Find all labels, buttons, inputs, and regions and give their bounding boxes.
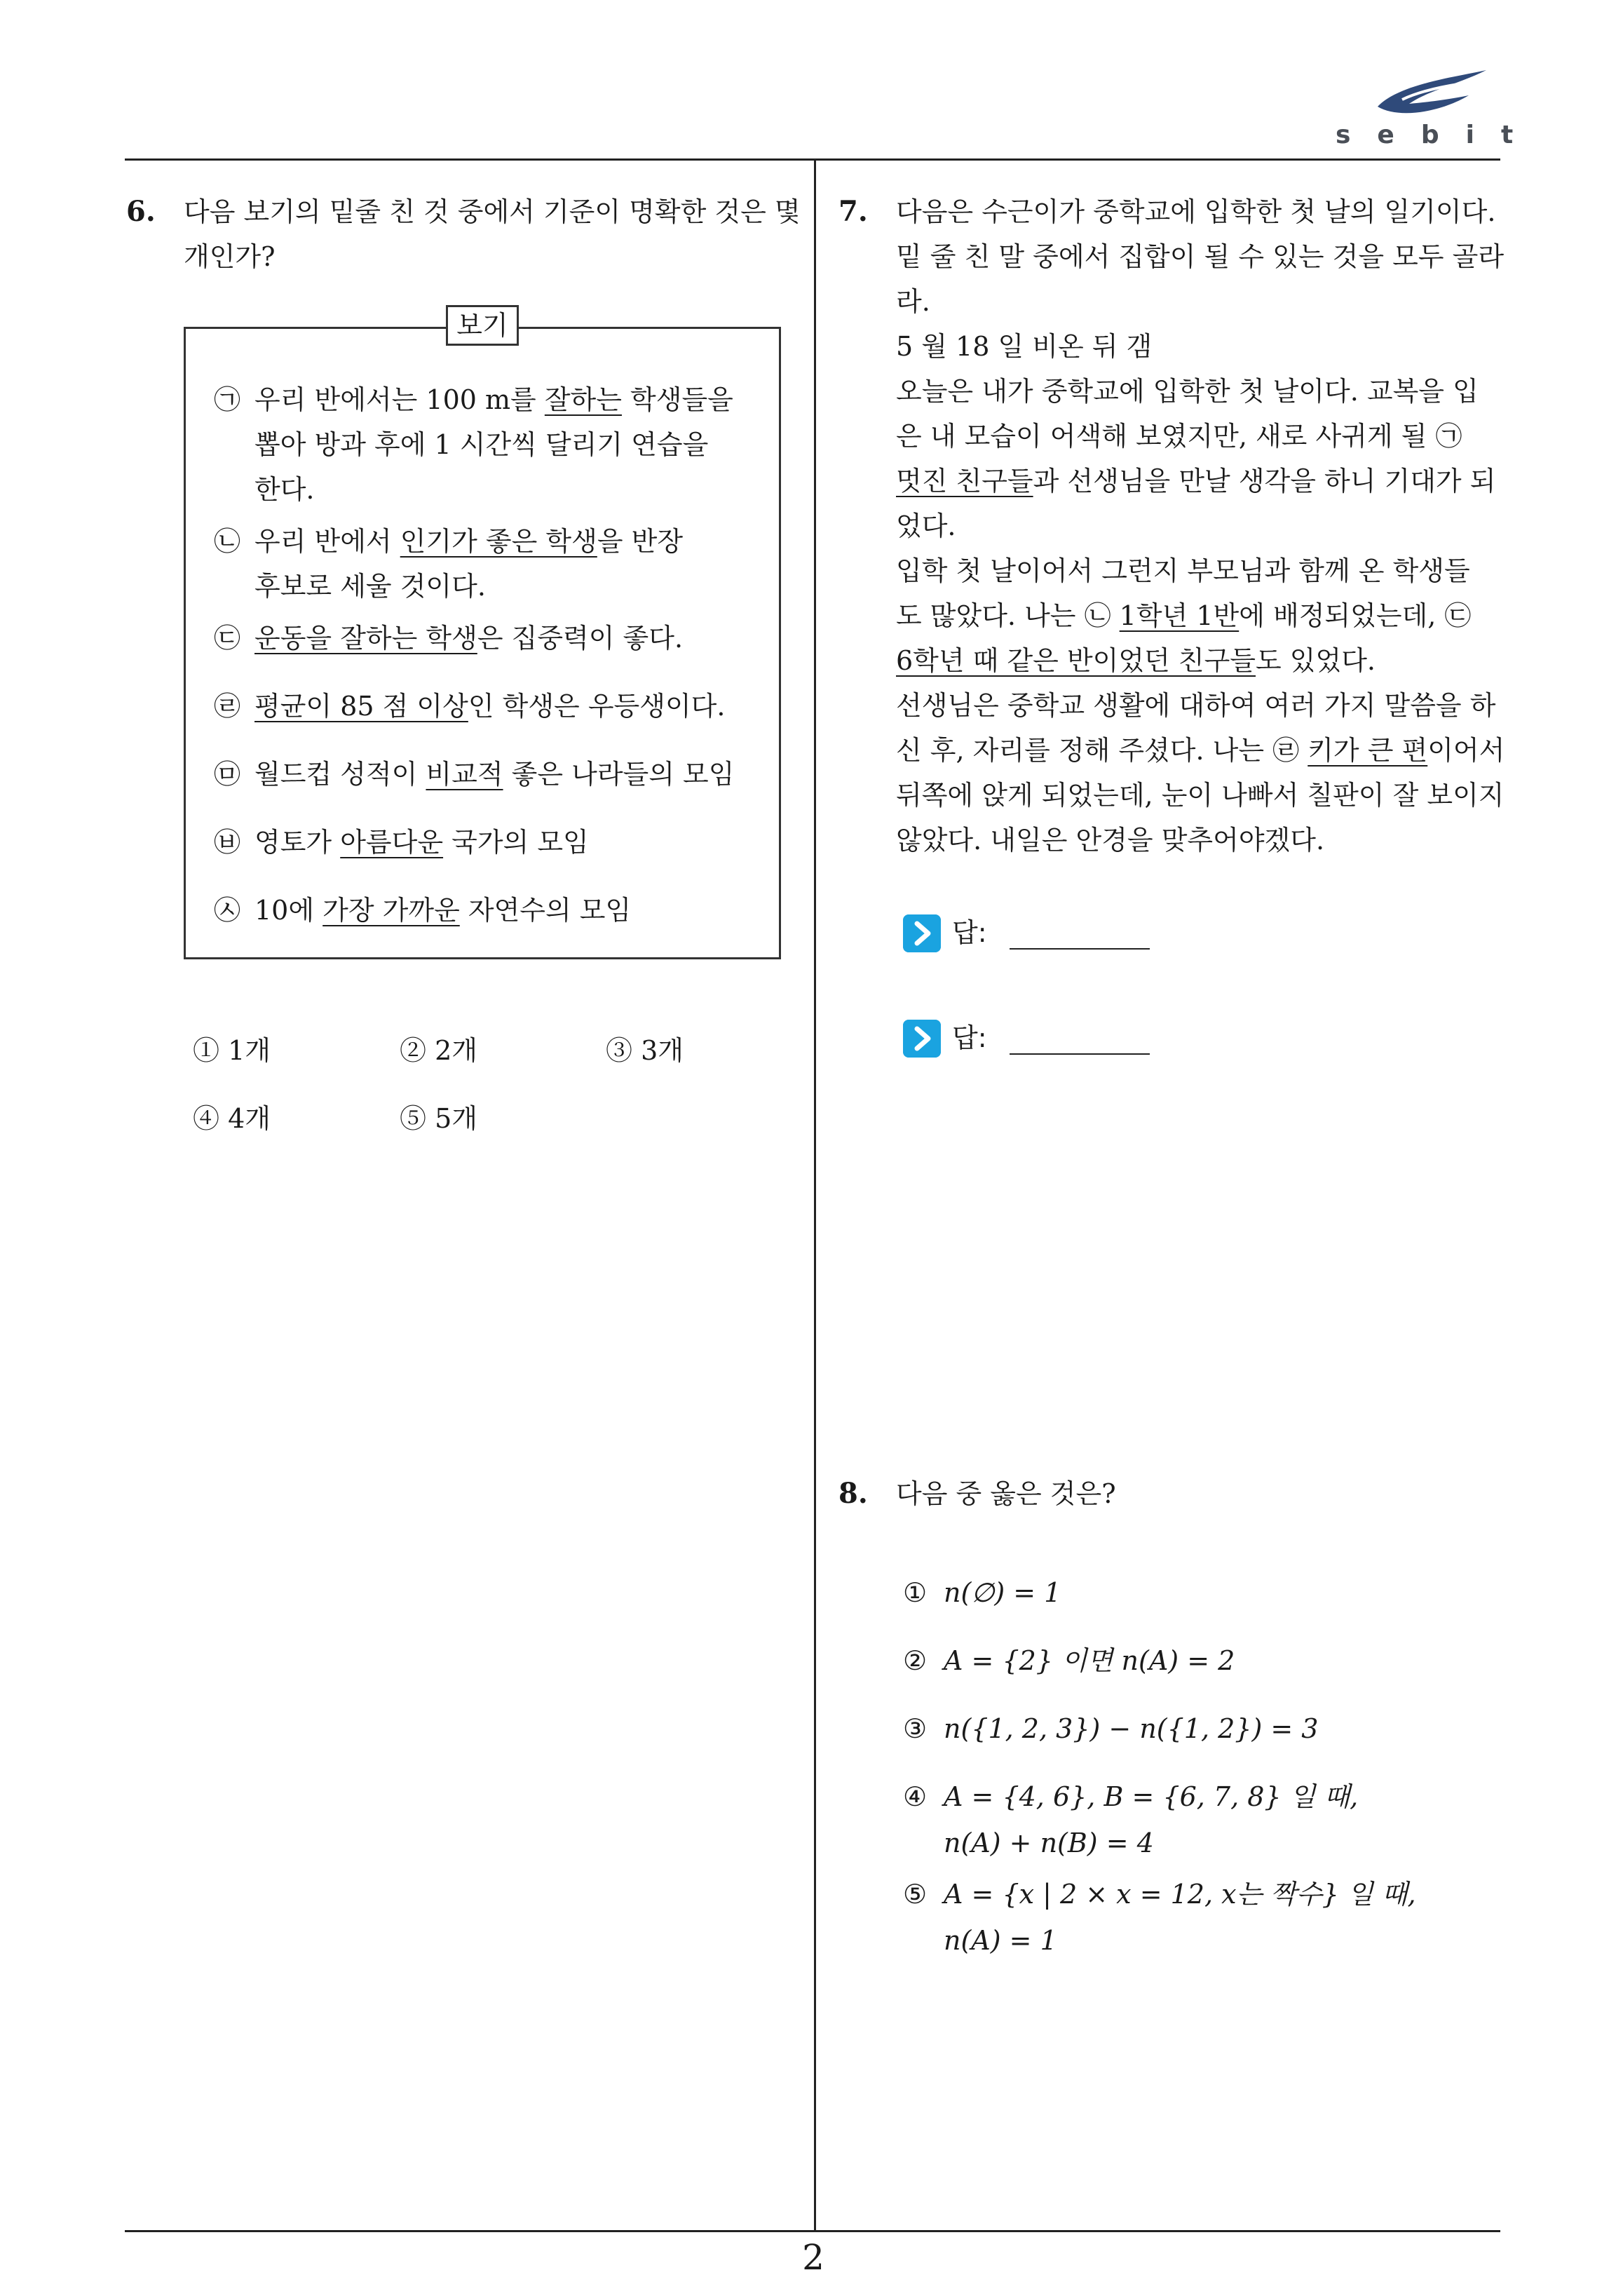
q8-number: 8. (838, 1477, 868, 1510)
answer-label: 답: (952, 1022, 987, 1053)
q8-option-5[interactable]: ⑤ A = {x | 2 × x = 12, x는 짝수} 일 때, n(A) = 1 (903, 1879, 1416, 1956)
answer-label: 답: (952, 917, 987, 948)
choice-4[interactable]: ④ 4개 (193, 1103, 271, 1134)
q8-option-2[interactable]: ② A = {2} 이면 n(A) = 2 (903, 1645, 1235, 1676)
answer-blank[interactable] (1010, 948, 1150, 950)
q8-option-1[interactable]: ① n(∅) = 1 (903, 1577, 1061, 1608)
item-marker: ㉡ (214, 526, 241, 557)
footer-rule (125, 2230, 1500, 2232)
q8-stem: 다음 중 옳은 것은? (896, 1478, 1116, 1509)
example-item: ㉤ 월드컵 성적이 비교적 좋은 나라들의 모임 (214, 752, 768, 797)
answer-blank[interactable] (1010, 1053, 1150, 1055)
answer-row-1 (903, 910, 1183, 955)
item-marker: ㉠ (214, 384, 241, 415)
q6-stem-line2: 개인가? (184, 241, 276, 272)
q6-stem (184, 189, 808, 279)
example-item: ㉣ 평균이 85 점 이상인 학생은 우등생이다. (214, 684, 768, 729)
chevron-right-icon (903, 914, 941, 952)
q8-option-3[interactable]: ③ n({1, 2, 3}) − n({1, 2}) = 3 (903, 1713, 1319, 1744)
choice-1[interactable]: ① 1개 (193, 1035, 271, 1066)
answer-row-2 (903, 1015, 1183, 1060)
q7-text: 다음은 수근이가 중학교에 입학한 첫 날의 일기이다. 밑 줄 친 말 중에서 집합이 될 수 있는 것을 모두 골라 라. 5 월 18 일 비온 뒤 갬 오늘은 내가 중학교에 입학한 첫 날이다. 교복을 입 은 내 모습이 어색해 보였지만, 새로 사귀게 될 ㉠ 멋진 친구들과 선생님을 만날 생각을 하니 기대가 되 었다. 입학 첫 날이어서 그런지 부모님과 함께 온 학생들 도 많았다. 나는 ㉡ 1학년 1반에 배정되었는데, ㉢ 6학년 때 같은 반이었던 친구들도 있었다. 선생님은 중학교 생활에 대하여 여러 가지 말씀을 하 신 후, 자리를 정해 주셨다. 나는 ㉣ 키가 큰 편이어서 뒤쪽에 앉게 되었는데, 눈이 나빠서 칠판이 잘 보이지 않았다. 내일은 안경을 맞추어야겠다. (896, 189, 1513, 863)
underlined-phrase: 아름다운 (340, 827, 444, 858)
underlined-phrase: 1학년 1반 (1119, 600, 1240, 631)
q8-option-4[interactable]: ④ A = {4, 6}, B = {6, 7, 8} 일 때, n(A) + n(B) = 4 (903, 1781, 1359, 1858)
item-marker: ㉢ (214, 623, 241, 654)
underlined-phrase: 잘하는 (544, 384, 622, 415)
choice-5[interactable]: ⑤ 5개 (400, 1103, 477, 1134)
diary-date: 5 월 18 일 비온 뒤 갬 (896, 331, 1153, 362)
underlined-phrase: 평균이 85 점 이상 (254, 691, 468, 722)
example-item: ㉢ 운동을 잘하는 학생은 집중력이 좋다. (214, 616, 768, 661)
underlined-phrase: 운동을 잘하는 학생 (254, 623, 477, 654)
q6-stem-line1: 다음 보기의 밑줄 친 것 중에서 기준이 명확한 것은 몇 (184, 196, 801, 227)
underlined-phrase: 인기가 좋은 학생 (400, 526, 597, 557)
item-marker: ㉤ (214, 759, 241, 790)
underlined-phrase: 6학년 때 같은 반이었던 친구들 (896, 645, 1256, 676)
page-number: 2 (802, 2237, 824, 2278)
underlined-phrase: 키가 큰 편 (1308, 735, 1428, 766)
choice-3[interactable]: ③ 3개 (606, 1035, 684, 1066)
example-item: ㉥ 영토가 아름다운 국가의 모임 (214, 820, 768, 865)
example-item: ㉠ 우리 반에서는 100 m를 잘하는 학생들을 뽑아 방과 후에 1 시간씩 달리기 연습을 한다. (214, 377, 768, 512)
chevron-right-icon (903, 1020, 941, 1058)
item-marker: ㉦ (214, 895, 241, 926)
header-rule (125, 158, 1500, 161)
choice-2[interactable]: ② 2개 (400, 1035, 477, 1066)
underlined-phrase: 비교적 (426, 759, 503, 790)
q6-number: 6. (126, 195, 156, 228)
q7-number: 7. (838, 195, 868, 228)
column-divider (814, 160, 816, 2231)
logo-text: sebit (1336, 121, 1540, 149)
underlined-phrase: 멋진 친구들 (896, 466, 1033, 497)
example-item: ㉡ 우리 반에서 인기가 좋은 학생을 반장 후보로 세울 것이다. (214, 519, 768, 609)
item-marker: ㉥ (214, 827, 241, 858)
example-box-label: 보기 (446, 305, 519, 346)
item-marker: ㉣ (214, 691, 241, 722)
example-item: ㉦ 10에 가장 가까운 자연수의 모임 (214, 888, 768, 933)
underlined-phrase: 가장 가까운 (322, 895, 460, 926)
